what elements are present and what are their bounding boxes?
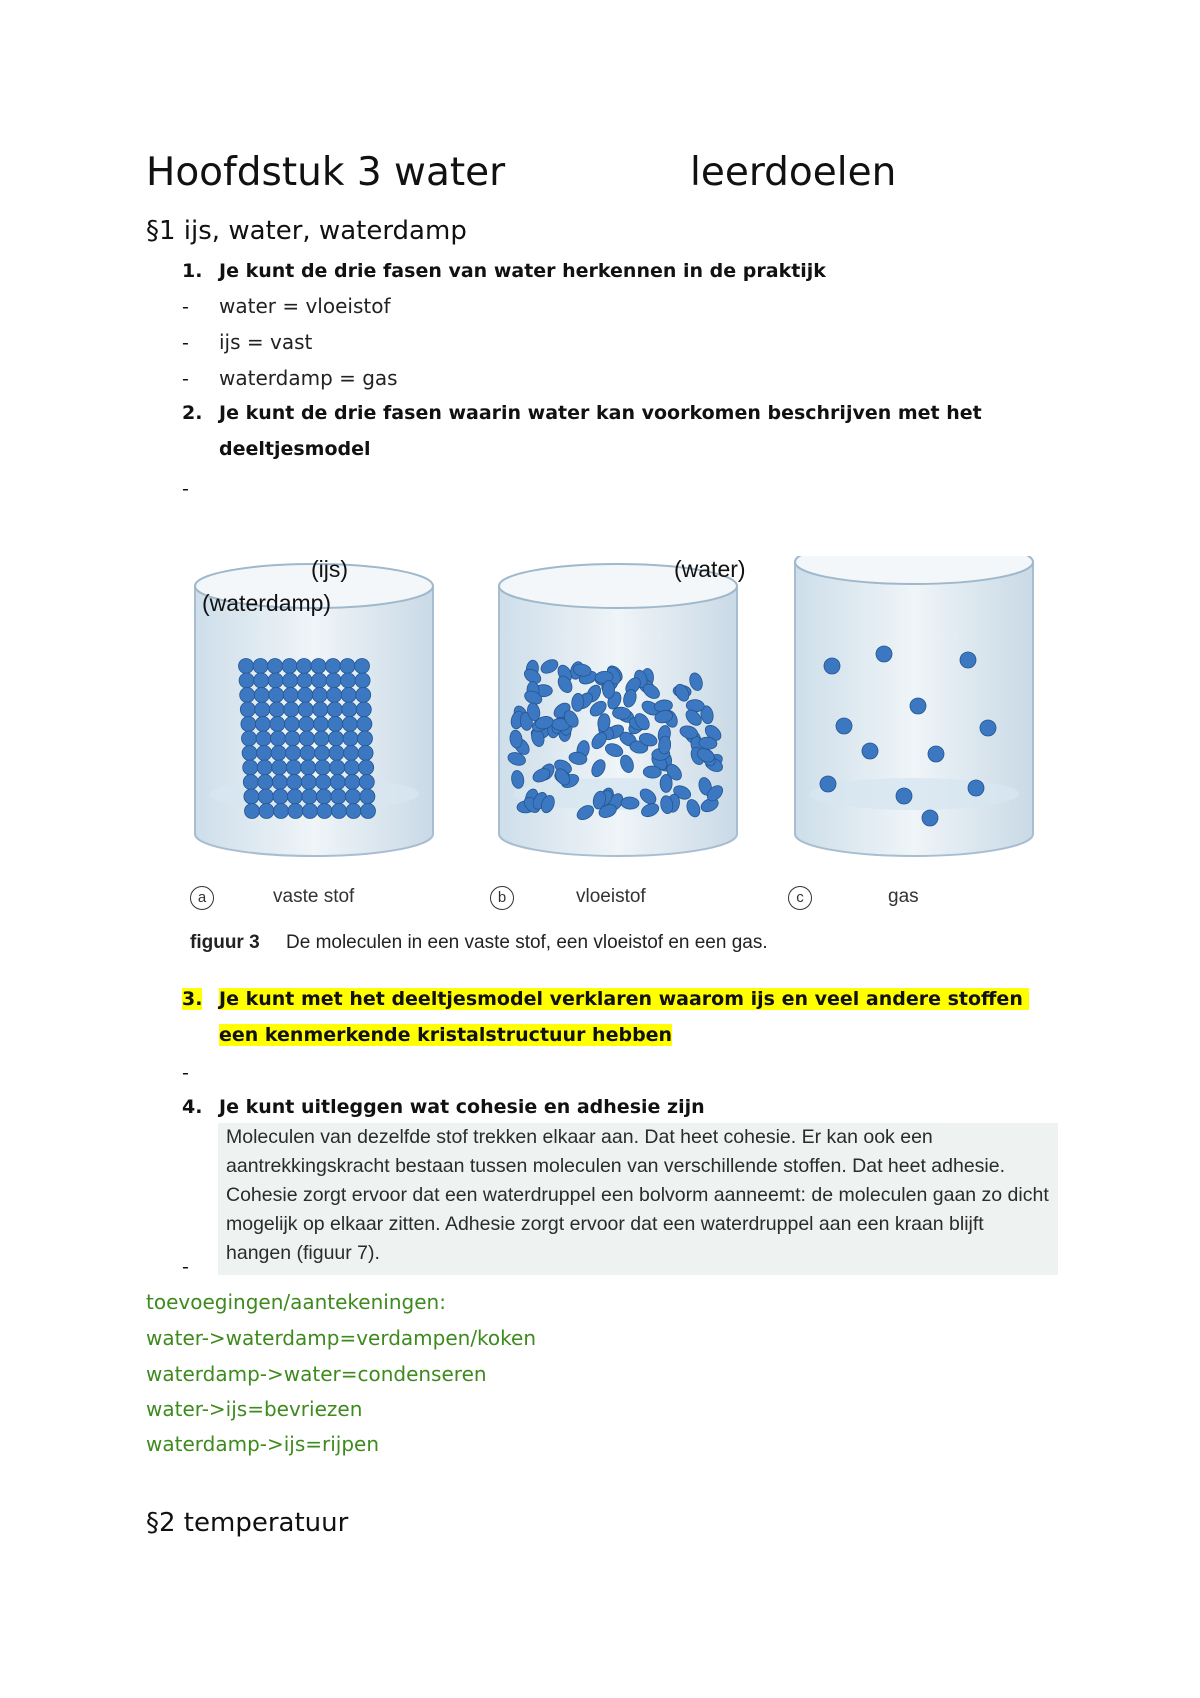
label-waterdamp: (waterdamp) [202, 590, 332, 616]
goal1-item-waterdamp: waterdamp = gas [219, 366, 398, 390]
solid-molecule [330, 775, 345, 790]
solid-molecule [342, 702, 357, 717]
solid-molecule [356, 702, 371, 717]
solid-molecule [255, 717, 270, 732]
gas-molecule [922, 810, 938, 826]
solid-molecules [239, 659, 376, 819]
solid-molecule [331, 789, 346, 804]
solid-molecule [273, 789, 288, 804]
solid-molecule [283, 688, 298, 703]
solid-molecule [299, 717, 314, 732]
figure-caption-text: De moleculen in een vaste stof, een vloeistof en een gas. [286, 932, 768, 953]
solid-molecule [297, 673, 312, 688]
solid-molecule [326, 673, 341, 688]
note-line: water->waterdamp=verdampen/koken [146, 1326, 537, 1350]
solid-molecule [298, 702, 313, 717]
gas-molecule [836, 718, 852, 734]
solid-molecule [329, 731, 344, 746]
solid-molecule [359, 775, 374, 790]
solid-molecule [342, 717, 357, 732]
bullet-dash: - [182, 1062, 189, 1084]
solid-molecule [287, 775, 302, 790]
goal1-item-ijs: ijs = vast [219, 330, 313, 354]
solid-molecule [298, 688, 313, 703]
solid-molecule [346, 804, 361, 819]
bullet-dash: - [182, 296, 189, 318]
solid-molecule [345, 789, 360, 804]
solid-molecule [297, 659, 312, 674]
states-of-matter-figure [178, 556, 1058, 966]
label-water: (water) [674, 556, 746, 582]
solid-molecule [257, 760, 272, 775]
solid-molecule [344, 746, 359, 761]
solid-molecule [269, 688, 284, 703]
solid-molecule [345, 775, 360, 790]
solid-molecule [314, 731, 329, 746]
solid-molecule [312, 688, 327, 703]
solid-molecule [344, 760, 359, 775]
page-subtitle: leerdoelen [690, 150, 897, 195]
solid-molecule [317, 804, 332, 819]
solid-molecule [341, 673, 356, 688]
solid-molecule [285, 731, 300, 746]
solid-molecule [284, 702, 299, 717]
goal-text-line2: een kenmerkende kristalstructuur hebben [219, 1024, 673, 1046]
gas-molecule [968, 780, 984, 796]
solid-molecule [288, 804, 303, 819]
goal-number: 2. [182, 402, 203, 424]
section-heading-2: §2 temperatuur [146, 1508, 349, 1538]
solid-molecule [343, 731, 358, 746]
solid-molecule [355, 673, 370, 688]
bullet-dash: - [182, 478, 189, 500]
bullet-dash: - [182, 332, 189, 354]
solid-molecule [286, 760, 301, 775]
page-title: Hoofdstuk 3 water [146, 150, 506, 195]
solid-molecule [312, 673, 327, 688]
gas-molecule [928, 746, 944, 762]
solid-molecule [358, 746, 373, 761]
label-ijs: (ijs) [311, 556, 349, 582]
solid-molecule [272, 775, 287, 790]
solid-molecule [258, 789, 273, 804]
solid-molecule [242, 731, 257, 746]
solid-molecule [240, 702, 255, 717]
solid-molecule [302, 789, 317, 804]
goal1-item-water: water = vloeistof [219, 294, 391, 318]
bullet-dash: - [182, 368, 189, 390]
solid-molecule [315, 760, 330, 775]
solid-molecule [240, 688, 255, 703]
solid-molecule [355, 659, 370, 674]
solid-molecule [271, 746, 286, 761]
panel-letter-b: b [490, 886, 514, 910]
solid-molecule [315, 746, 330, 761]
solid-molecule [311, 659, 326, 674]
solid-molecule [356, 688, 371, 703]
goal-text-line1: Je kunt met het deeltjesmodel verklaren waarom ijs en veel andere stoffen [219, 988, 1029, 1010]
solid-molecule [254, 688, 269, 703]
bullet-dash: - [182, 1256, 189, 1278]
goal-text-line1: Je kunt de drie fasen waarin water kan voorkomen beschrijven met het [219, 402, 982, 424]
panel-label-gas: gas [888, 886, 919, 907]
solid-molecule [328, 717, 343, 732]
solid-molecule [357, 717, 372, 732]
solid-molecule [269, 702, 284, 717]
quote-text: Moleculen van dezelfde stof trekken elkaar aan. Dat heet cohesie. Er kan ook een aantrekkingskracht bestaan tussen moleculen van verschillende stoffen. Dat heet adhesie. Cohesie zorgt ervoor dat een waterdruppel een bolvorm aanneemt: de moleculen gaan zo dicht mogelijk op elkaar zitten. Adhesie zorgt ervoor dat een waterdruppel aan een kraan blijft hangen (figuur 7). [226, 1126, 1049, 1264]
note-line: waterdamp->water=condenseren [146, 1362, 487, 1386]
panel-letter-c: c [788, 886, 812, 910]
note-line: water->ijs=bevriezen [146, 1397, 363, 1421]
solid-molecule [268, 659, 283, 674]
panel-letter-a: a [190, 886, 214, 910]
solid-molecule [316, 789, 331, 804]
solid-molecule [326, 659, 341, 674]
solid-molecule [243, 760, 258, 775]
solid-molecule [243, 775, 258, 790]
solid-molecule [332, 804, 347, 819]
solid-molecule [340, 659, 355, 674]
solid-molecule [358, 731, 373, 746]
solid-molecule [258, 775, 273, 790]
solid-molecule [257, 746, 272, 761]
solid-molecule [301, 775, 316, 790]
solid-molecule [361, 804, 376, 819]
solid-molecule [287, 789, 302, 804]
solid-molecule [300, 731, 315, 746]
section-heading-1: §1 ijs, water, waterdamp [146, 216, 467, 246]
solid-molecule [284, 717, 299, 732]
gas-molecule [896, 788, 912, 804]
solid-molecule [300, 746, 315, 761]
solid-molecule [327, 702, 342, 717]
solid-molecule [242, 746, 257, 761]
gas-molecule [876, 646, 892, 662]
solid-molecule [329, 746, 344, 761]
goal-number: 4. [182, 1096, 203, 1118]
gas-molecule [820, 776, 836, 792]
solid-molecule [301, 760, 316, 775]
solid-molecule [239, 659, 254, 674]
goal-number: 1. [182, 260, 203, 282]
solid-molecule [256, 731, 271, 746]
solid-molecule [360, 789, 375, 804]
solid-molecule [241, 717, 256, 732]
figure-caption-label: figuur 3 [190, 932, 260, 953]
solid-molecule [327, 688, 342, 703]
gas-molecule [824, 658, 840, 674]
notes-heading: toevoegingen/aantekeningen: [146, 1290, 446, 1314]
panel-label-vloeistof: vloeistof [576, 886, 646, 907]
gas-molecule [980, 720, 996, 736]
liquid-molecule [643, 766, 661, 779]
solid-molecule [271, 731, 286, 746]
solid-molecule [313, 717, 328, 732]
solid-molecule [270, 717, 285, 732]
gas-molecule [910, 698, 926, 714]
solid-molecule [272, 760, 287, 775]
gas-molecule [862, 743, 878, 759]
solid-molecule [259, 804, 274, 819]
beaker-floor [809, 778, 1019, 810]
solid-molecule [254, 673, 269, 688]
solid-molecule [282, 659, 297, 674]
solid-molecule [255, 702, 270, 717]
goal-text: Je kunt de drie fasen van water herkennen in de praktijk [219, 260, 826, 282]
solid-molecule [313, 702, 328, 717]
goal-text-line2: deeltjesmodel [219, 438, 371, 460]
goal-text: Je kunt uitleggen wat cohesie en adhesie zijn [219, 1096, 705, 1118]
solid-molecule [268, 673, 283, 688]
solid-molecule [303, 804, 318, 819]
gas-molecule [960, 652, 976, 668]
goal-number: 3. [182, 988, 203, 1010]
solid-molecule [330, 760, 345, 775]
solid-molecule [316, 775, 331, 790]
solid-molecule [283, 673, 298, 688]
solid-molecule [341, 688, 356, 703]
solid-molecule [286, 746, 301, 761]
solid-molecule [245, 804, 260, 819]
note-line: waterdamp->ijs=rijpen [146, 1432, 380, 1456]
solid-molecule [253, 659, 268, 674]
panel-label-vaste-stof: vaste stof [273, 886, 355, 907]
solid-molecule [274, 804, 289, 819]
solid-molecule [239, 673, 254, 688]
solid-molecule [244, 789, 259, 804]
solid-molecule [359, 760, 374, 775]
